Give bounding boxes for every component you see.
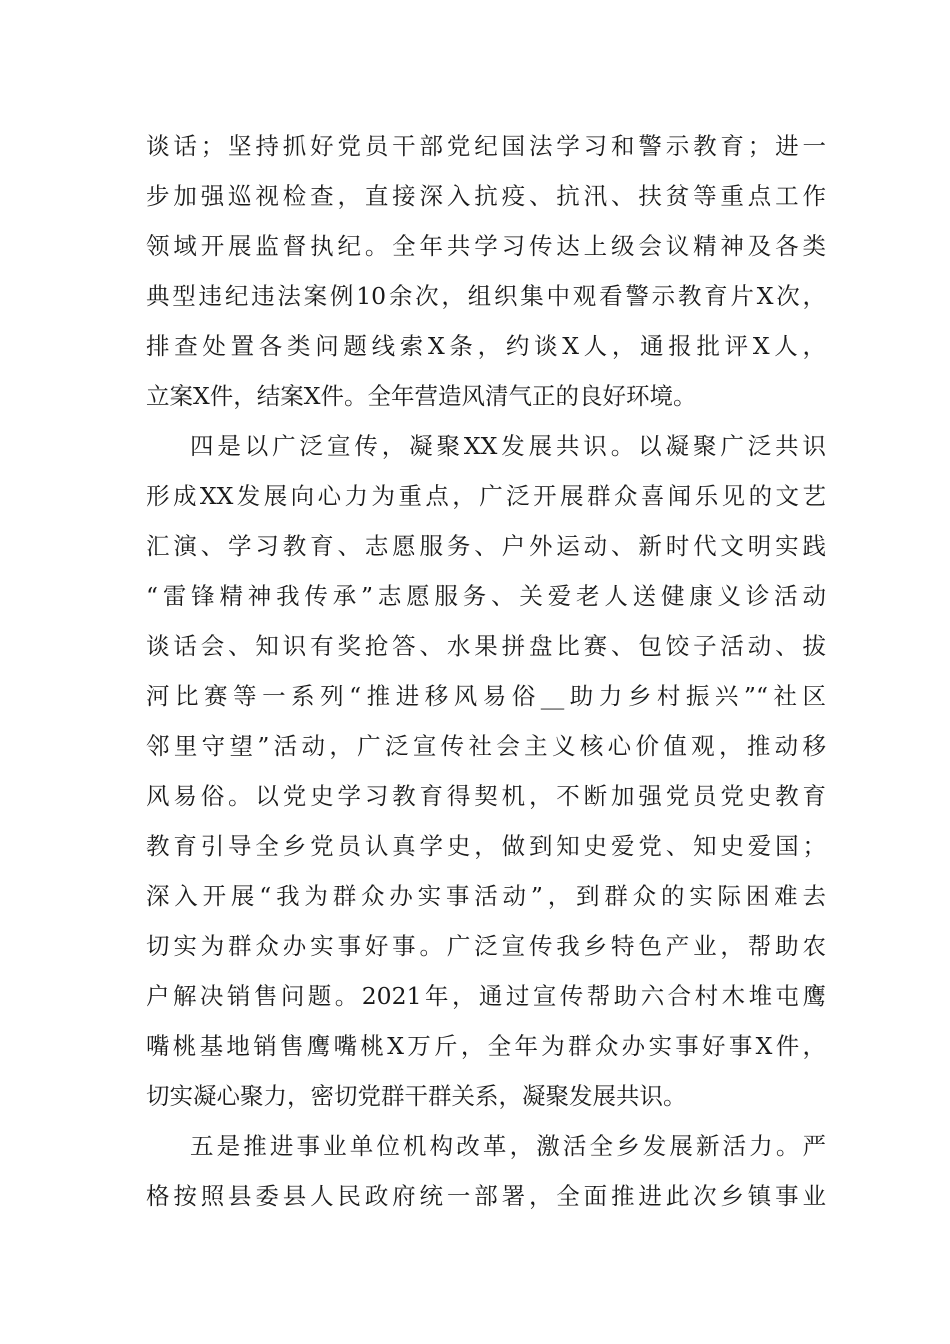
text-line-21: 五是推进事业单位机构改革，激活全乡发展新活力。严 [190,1132,826,1160]
text-line-6: 立案X件，结案X件。全年营造风清气正的良好环境。 [146,382,697,410]
text-line-8: 形成XX发展向心力为重点，广泛开展群众喜闻乐见的文艺 [146,482,826,510]
text-line-10: “雷锋精神我传承”志愿服务、关爱老人送健康义诊活动 [146,582,826,610]
text-line-20: 切实凝心聚力，密切党群干群关系，凝聚发展共识。 [146,1082,687,1110]
text-line-13: 邻里守望”活动，广泛宣传社会主义核心价值观，推动移 [146,732,826,760]
text-line-16: 深入开展“我为群众办实事活动”，到群众的实际困难去 [146,882,826,910]
text-line-1: 谈话；坚持抓好党员干部党纪国法学习和警示教育；进一 [146,132,826,160]
text-line-3: 领域开展监督执纪。全年共学习传达上级会议精神及各类 [146,232,826,260]
text-line-19: 嘴桃基地销售鹰嘴桃X万斤，全年为群众办实事好事X件， [146,1032,826,1060]
text-line-15: 教育引导全乡党员认真学史，做到知史爱党、知史爱国； [146,832,826,860]
text-line-22: 格按照县委县人民政府统一部署，全面推进此次乡镇事业 [146,1182,826,1210]
text-line-7: 四是以广泛宣传，凝聚XX发展共识。以凝聚广泛共识 [190,432,826,460]
text-line-11: 谈话会、知识有奖抢答、水果拼盘比赛、包饺子活动、拔 [146,632,826,660]
text-line-12: 河比赛等一系列“推进移风易俗__助力乡村振兴”“社区 [146,682,826,710]
text-line-2: 步加强巡视检查，直接深入抗疫、抗汛、扶贫等重点工作 [146,182,826,210]
text-line-18: 户解决销售问题。2021年，通过宣传帮助六合村木堆屯鹰 [146,982,826,1010]
text-line-9: 汇演、学习教育、志愿服务、户外运动、新时代文明实践 [146,532,826,560]
text-line-4: 典型违纪违法案例10余次，组织集中观看警示教育片X次， [146,282,826,310]
text-line-17: 切实为群众办实事好事。广泛宣传我乡特色产业，帮助农 [146,932,826,960]
text-line-5: 排查处置各类问题线索X条，约谈X人，通报批评X人， [146,332,826,360]
text-line-14: 风易俗。以党史学习教育得契机，不断加强党员党史教育 [146,782,826,810]
